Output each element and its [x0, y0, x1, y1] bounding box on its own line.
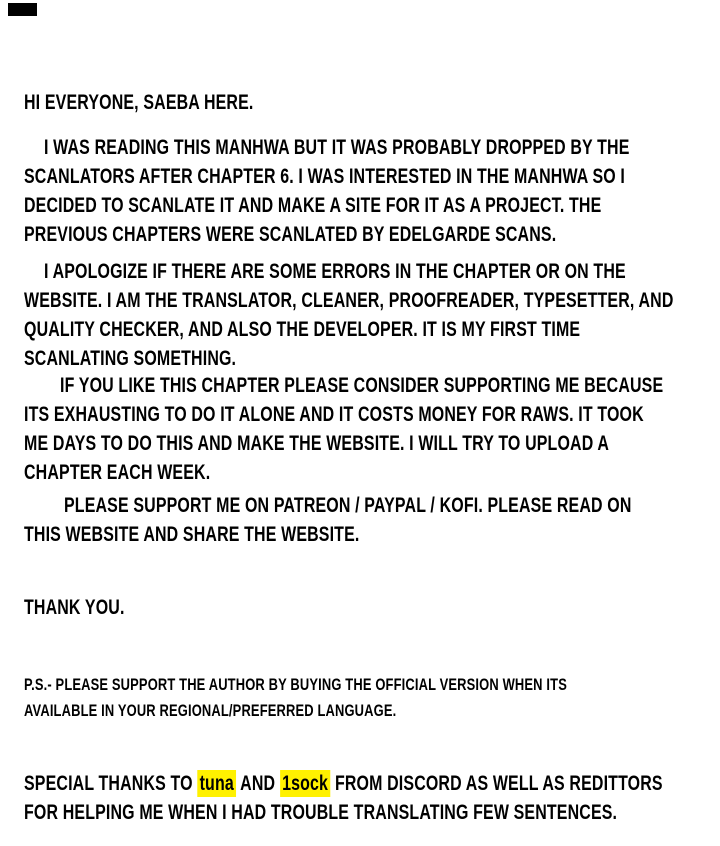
text-line: SCANLATING SOMETHING. — [24, 347, 237, 370]
text-line: PLEASE SUPPORT ME ON PATREON / PAYPAL / KOFI. PLEASE READ ON — [64, 494, 632, 517]
paragraph-donation-links — [24, 491, 720, 549]
text-segment: AND — [236, 772, 280, 795]
text-line: WEBSITE. I AM THE TRANSLATOR, CLEANER, PROOFREADER, TYPESETTER, AND — [24, 289, 674, 312]
text-line: DECIDED TO SCANLATE IT AND MAKE A SITE FOR IT AS A PROJECT. THE — [24, 194, 602, 217]
postscript-block — [24, 672, 720, 724]
text-line: SCANLATORS AFTER CHAPTER 6. I WAS INTERESTED IN THE MANHWA SO I — [24, 165, 626, 188]
text-line: ITS EXHAUSTING TO DO IT ALONE AND IT COSTS MONEY FOR RAWS. IT TOOK — [24, 403, 644, 426]
text-line: ME DAYS TO DO THIS AND MAKE THE WEBSITE. I WILL TRY TO UPLOAD A — [24, 432, 610, 455]
highlighted-name-1sock: 1sock — [280, 770, 331, 797]
text-line: IF YOU LIKE THIS CHAPTER PLEASE CONSIDER SUPPORTING ME BECAUSE — [60, 374, 664, 397]
text-line: I APOLOGIZE IF THERE ARE SOME ERRORS IN THE CHAPTER OR ON THE — [44, 260, 626, 283]
greeting-text: HI EVERYONE, SAEBA HERE. — [24, 91, 254, 114]
highlighted-name-tuna: tuna — [197, 770, 236, 797]
text-line: THIS WEBSITE AND SHARE THE WEBSITE. — [24, 523, 360, 546]
page-corner-mark — [8, 3, 37, 16]
paragraph-support-request — [24, 371, 720, 487]
greeting-block — [24, 88, 720, 117]
special-thanks-line-1 — [24, 769, 663, 798]
special-thanks-line-2: FOR HELPING ME WHEN I HAD TROUBLE TRANSLATING FEW SENTENCES. — [24, 801, 618, 824]
paragraph-intro — [24, 133, 720, 249]
closing-text: THANK YOU. — [24, 596, 125, 619]
text-line: PREVIOUS CHAPTERS WERE SCANLATED BY EDELGARDE SCANS. — [24, 223, 557, 246]
text-segment: SPECIAL THANKS TO — [24, 772, 198, 795]
closing-block — [24, 593, 720, 622]
text-line: AVAILABLE IN YOUR REGIONAL/PREFERRED LANGUAGE. — [24, 701, 397, 720]
text-segment: FROM DISCORD AS WELL AS REDITTORS — [330, 772, 663, 795]
text-line: CHAPTER EACH WEEK. — [24, 461, 211, 484]
text-line: P.S.- PLEASE SUPPORT THE AUTHOR BY BUYING THE OFFICIAL VERSION WHEN ITS — [24, 675, 567, 694]
text-line: QUALITY CHECKER, AND ALSO THE DEVELOPER. IT IS MY FIRST TIME — [24, 318, 581, 341]
paragraph-apology — [24, 257, 720, 373]
special-thanks-block — [24, 769, 720, 827]
text-line: I WAS READING THIS MANHWA BUT IT WAS PROBABLY DROPPED BY THE — [44, 136, 630, 159]
